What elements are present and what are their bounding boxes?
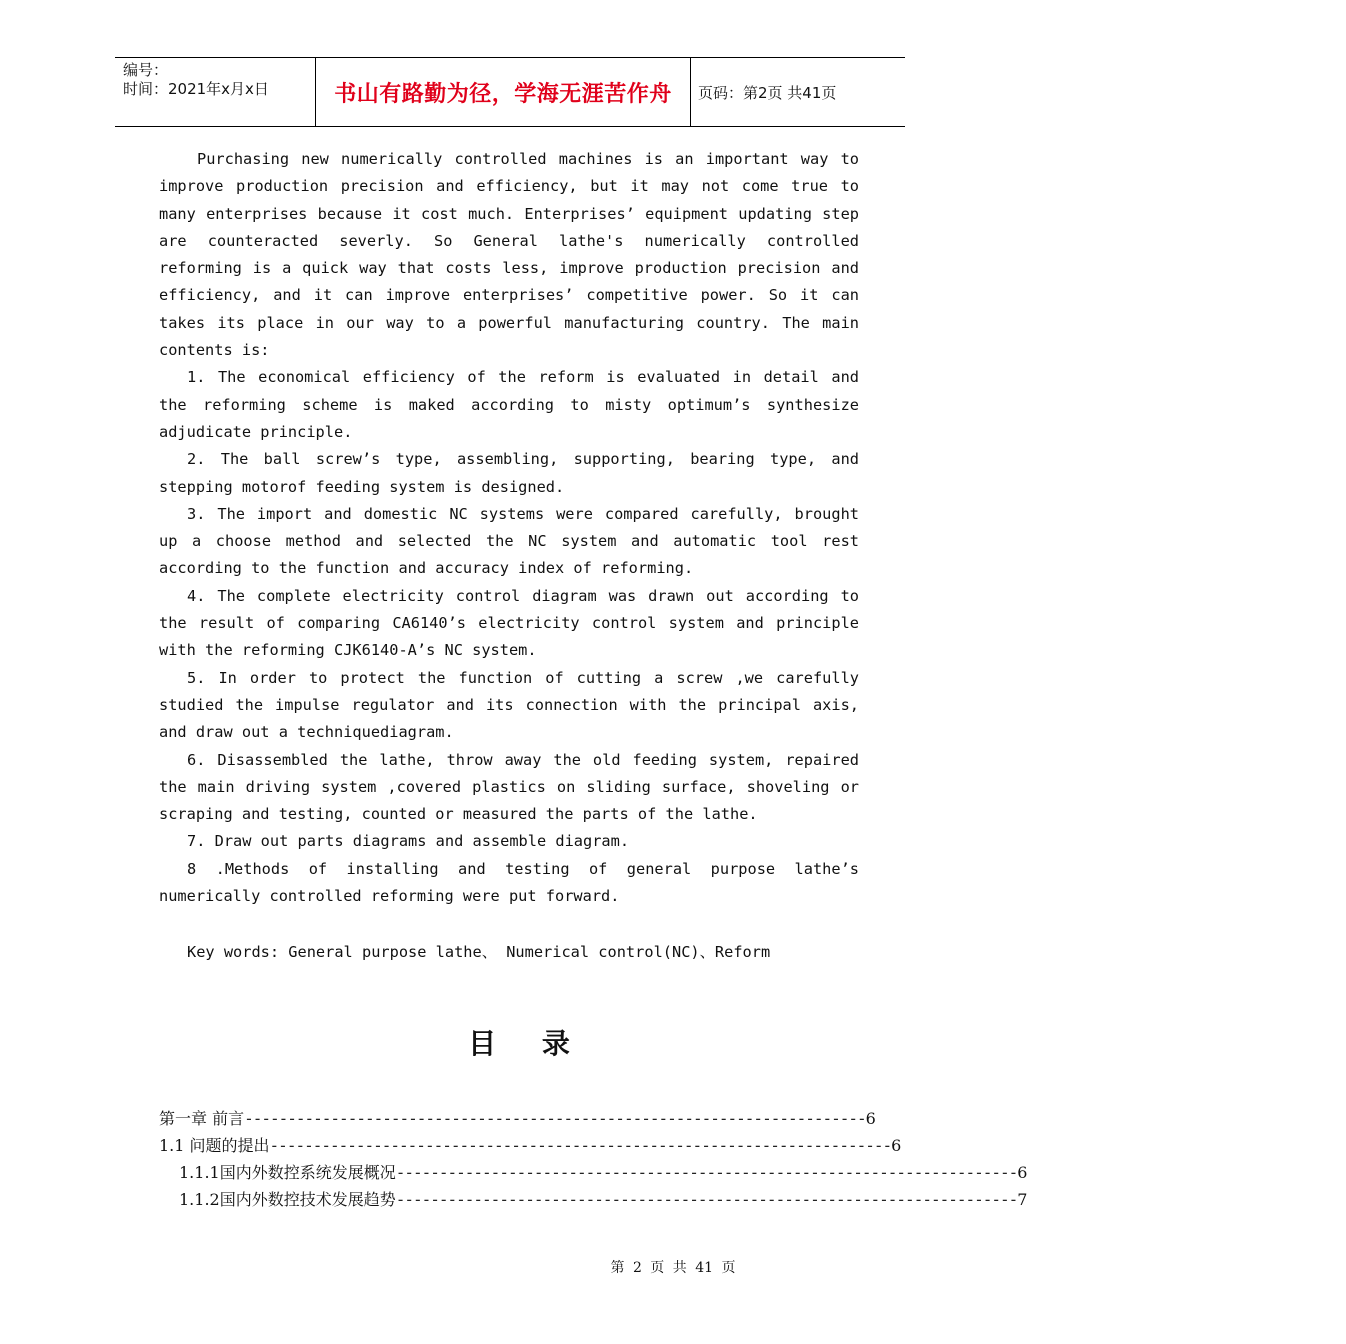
page-footer: 第 2 页 共 41 页	[610, 1260, 736, 1276]
abstract-item-7: 7. Draw out parts diagrams and assemble diagram.	[187, 832, 630, 851]
document-time: 时间：2021年x月x日	[123, 80, 269, 98]
abstract-item-1: 1. The economical efficiency of the reform is evaluated in detail and the reforming scheme is maked according to misty optimum’s synthesize adjudicate principle.	[159, 368, 859, 441]
table-of-contents	[159, 1105, 1028, 1213]
keywords-line: Key words: General purpose lathe、 Numerical control(NC)、Reform	[187, 943, 771, 961]
abstract-item-8: 8 .Methods of installing and testing of general purpose lathe’s numerically controlled reforming were put forward.	[159, 859, 859, 906]
toc-entry-page: 6	[1017, 1163, 1028, 1182]
abstract-item-2: 2. The ball screw’s type, assembling, supporting, bearing type, and stepping motorof feeding system is designed.	[159, 450, 859, 496]
toc-entry-page: 7	[1017, 1190, 1028, 1209]
toc-entry-label: 1.1.1国内外数控系统发展概况	[179, 1163, 396, 1182]
page-header	[115, 57, 905, 127]
toc-entry-page: 6	[891, 1136, 902, 1155]
toc-entry-page: 6	[865, 1109, 876, 1128]
toc-entry-label: 1.1.2国内外数控技术发展趋势	[179, 1190, 396, 1209]
toc-entry[interactable]	[159, 1105, 876, 1132]
abstract-item-4: 4. The complete electricity control diagram was drawn out according to the result of comparing CA6140’s electricity control system and principle with the reforming CJK6140-A’s NC system.	[159, 586, 859, 660]
header-page-info-cell	[690, 58, 905, 126]
abstract-body	[159, 146, 859, 910]
header-motto-cell	[315, 58, 691, 126]
abstract-intro: Purchasing new numerically controlled machines is an important way to improve production precision and efficiency, but it may not come true to many enterprises because it cost much. Enterprises’ equipment updating step are counteracted severly. So General lathe's numerically controlled reforming is a quick way that costs less, improve production precision and efficiency, and it can improve enterprises’ competitive power. So it can takes its place in our way to a powerful manufacturing country. The main contents is:	[159, 150, 859, 360]
abstract-item-6: 6. Disassembled the lathe, throw away the old feeding system, repaired the main driving system ,covered plastics on sliding surface, shoveling or scraping and testing, counted or measured the parts of the lathe.	[159, 750, 859, 824]
toc-entry-leader: ------------------------------------------------------------------------	[244, 1109, 866, 1128]
toc-entry-leader: ------------------------------------------------------------------------	[269, 1136, 892, 1155]
header-page-info: 页码：第2页 共41页	[698, 83, 837, 102]
header-meta	[115, 58, 315, 126]
header-motto: 书山有路勤为径，学海无涯苦作舟	[334, 81, 672, 107]
abstract-item-3: 3. The import and domestic NC systems were compared carefully, brought up a choose method and selected the NC system and automatic tool rest according to the function and accuracy index of reforming.	[159, 504, 859, 578]
toc-title: 目 录	[468, 1027, 588, 1060]
toc-entry-leader: ------------------------------------------------------------------------	[395, 1190, 1018, 1209]
toc-entry-label: 第一章 前言	[159, 1109, 245, 1128]
toc-entry[interactable]	[159, 1159, 1028, 1186]
abstract-item-5: 5. In order to protect the function of cutting a screw ,we carefully studied the impulse regulator and its connection with the principal axis, and draw out a techniquediagram.	[159, 668, 859, 742]
toc-entry[interactable]	[159, 1186, 1028, 1213]
document-number-label: 编号：	[123, 61, 169, 79]
toc-entry-label: 1.1 问题的提出	[159, 1136, 270, 1155]
toc-entry[interactable]	[159, 1132, 902, 1159]
toc-entry-leader: ------------------------------------------------------------------------	[395, 1163, 1018, 1182]
